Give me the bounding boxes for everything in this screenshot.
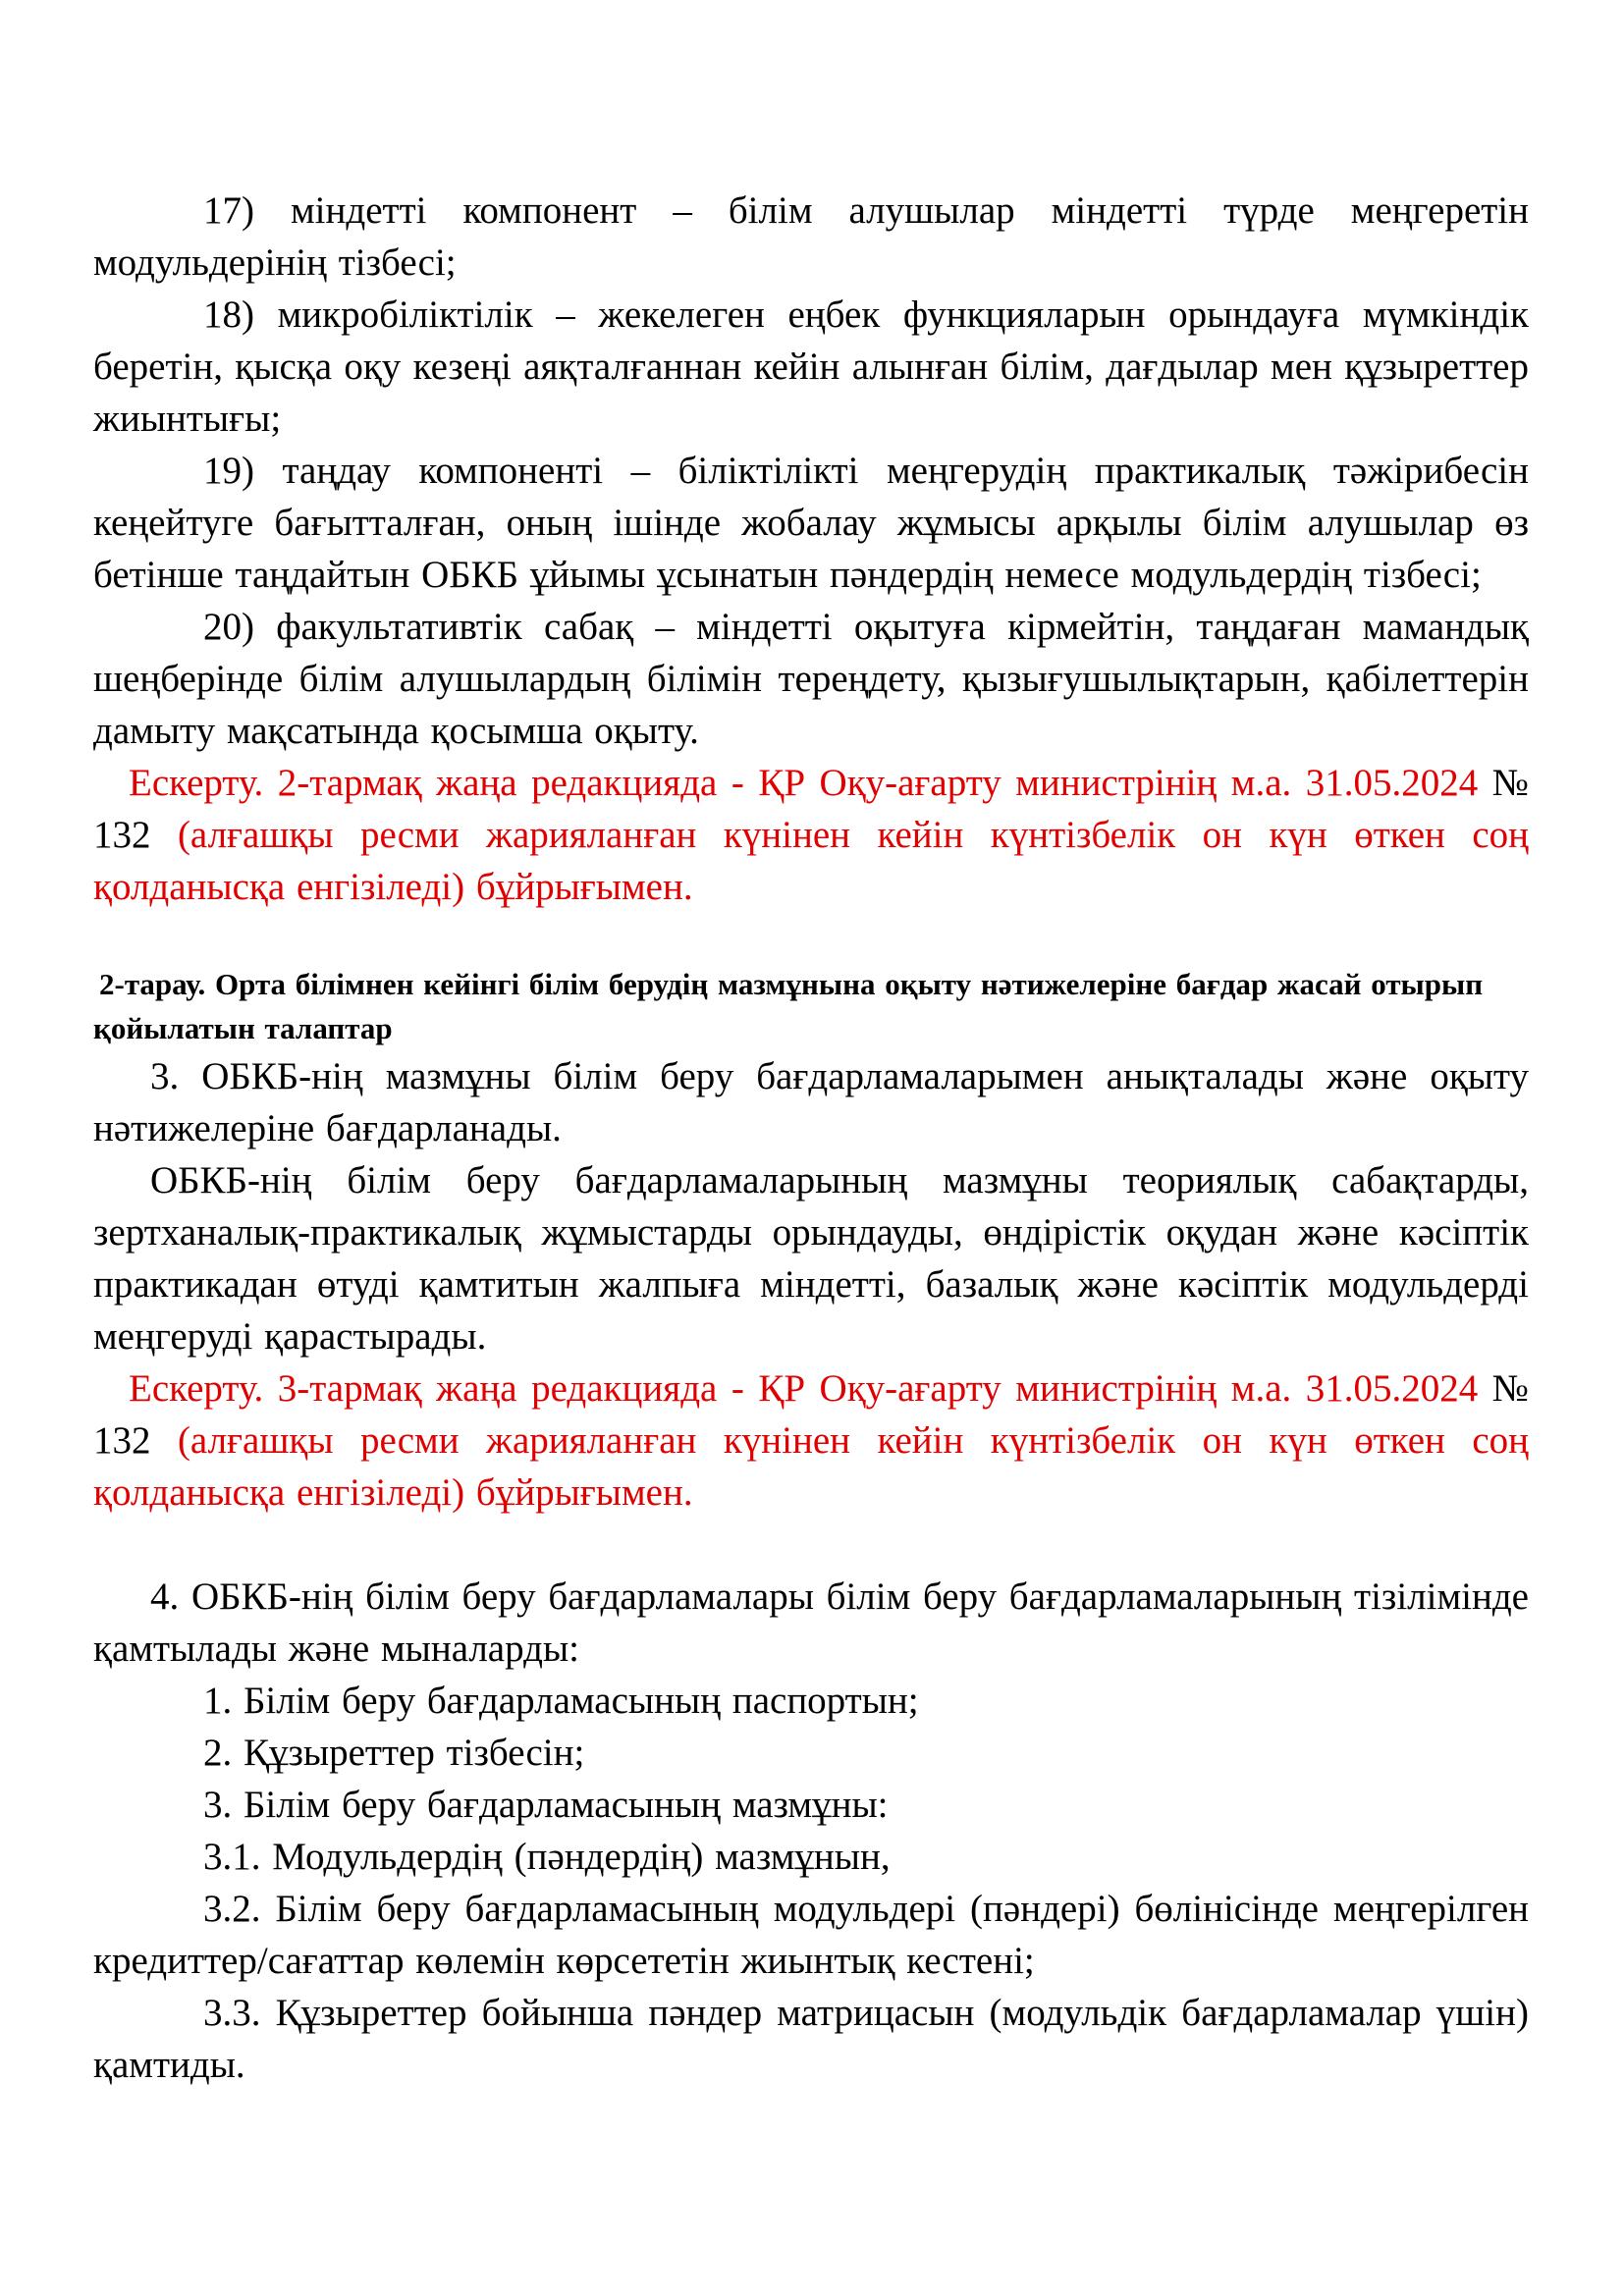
clause-19 bbox=[93, 445, 1529, 601]
text-segment: 3.3. Құзыреттер бойынша пәндер матрицасын (модульдік бағдарламалар үшін) қамтиды. bbox=[93, 1992, 1529, 2086]
amendment-note-text: Ескерту. 3-тармақ жаңа редакцияда - ҚР Оқу-ағарту министрінің м.а. 31.05.2024 bbox=[129, 1367, 1492, 1410]
text-segment: 3. ОБКБ-нің мазмұны білім беру бағдарламаларымен анықталады және оқыту нәтижелеріне бағдарланады. bbox=[93, 1055, 1529, 1149]
clause-18 bbox=[93, 289, 1529, 445]
list-item-1 bbox=[93, 1675, 1529, 1727]
text-segment: 2. Құзыреттер тізбесін; bbox=[203, 1732, 585, 1774]
text-segment: 2-тарау. Орта білімнен кейінгі білім берудің мазмұнына оқыту нәтижелеріне бағдар жасай отырып қойылатын талаптар bbox=[93, 967, 1484, 1045]
amendment-note-clause-3 bbox=[93, 1362, 1529, 1519]
text-segment: 18) микробіліктілік – жекелеген еңбек функцияларын орындауға мүмкіндік беретін, қысқа оқу кезеңі аяқталғаннан кейін алынған білім, дағдылар мен құзыреттер жиынтығы; bbox=[93, 294, 1529, 440]
chapter-2-heading bbox=[93, 962, 1529, 1050]
text-segment: 3.1. Модульдердің (пәндердің) мазмұнын, bbox=[203, 1836, 891, 1878]
text-segment: № 132 bbox=[93, 1367, 1529, 1462]
point-3-paragraph-2 bbox=[93, 1154, 1529, 1362]
text-segment: 17) міндетті компонент – білім алушылар міндетті түрде меңгеретін модульдерінің тізбесі; bbox=[93, 189, 1529, 284]
text-segment: № 132 bbox=[93, 762, 1529, 856]
amendment-note-text: (алғашқы ресми жарияланған күнінен кейін күнтізбелік он күн өткен соң қолданысқа енгізіледі) бұйрығымен. bbox=[93, 814, 1530, 908]
list-item-3 bbox=[93, 1779, 1529, 1831]
text-segment: 3. Білім беру бағдарламасының мазмұны: bbox=[203, 1784, 889, 1826]
text-segment: ОБКБ-нің білім беру бағдарламаларының мазмұны теориялық сабақтарды, зертханалық-практикалық жұмыстарды орындауды, өндірістік оқудан және кәсіптік практикадан өтуді қамтитын жалпыға міндетті, базалық және кәсіптік модульдерді меңгеруді қарастырады. bbox=[93, 1159, 1529, 1358]
list-item-3-1 bbox=[93, 1831, 1529, 1883]
list-item-3-3 bbox=[93, 1987, 1529, 2091]
list-item-3-2 bbox=[93, 1883, 1529, 1987]
list-item-2 bbox=[93, 1727, 1529, 1779]
clause-17 bbox=[93, 185, 1529, 289]
text-segment: 19) таңдау компоненті – біліктілікті меңгерудің практикалық тәжірибесін кеңейтуге бағытталған, оның ішінде жобалау жұмысы арқылы білім алушылар өз бетінше таңдайтын ОБКБ ұйымы ұсынатын пәндердің немесе модульдердің тізбесі; bbox=[93, 450, 1529, 596]
text-segment: 20) факультативтік сабақ – міндетті оқытуға кірмейтін, таңдаған мамандық шеңберінде білім алушылардың білімін тереңдету, қызығушылықтарын, қабілеттерін дамыту мақсатында қосымша оқыту. bbox=[93, 606, 1529, 752]
clause-20 bbox=[93, 601, 1529, 757]
point-4 bbox=[93, 1571, 1529, 1675]
text-segment: 3.2. Білім беру бағдарламасының модульдері (пәндері) бөлінісінде меңгерілген кредиттер/сағаттар көлемін көрсететін жиынтық кестені; bbox=[93, 1888, 1529, 1982]
amendment-note-clause-2 bbox=[93, 757, 1529, 913]
amendment-note-text: Ескерту. 2-тармақ жаңа редакцияда - ҚР Оқу-ағарту министрінің м.а. 31.05.2024 bbox=[129, 762, 1492, 804]
document-body bbox=[93, 185, 1529, 2091]
text-segment: 4. ОБКБ-нің білім беру бағдарламалары білім беру бағдарламаларының тізілімінде қамтылады және мыналарды: bbox=[93, 1575, 1529, 1670]
text-segment: 1. Білім беру бағдарламасының паспортын; bbox=[203, 1680, 919, 1722]
point-3 bbox=[93, 1050, 1529, 1154]
amendment-note-text: (алғашқы ресми жарияланған күнінен кейін күнтізбелік он күн өткен соң қолданысқа енгізіледі) бұйрығымен. bbox=[93, 1419, 1530, 1514]
